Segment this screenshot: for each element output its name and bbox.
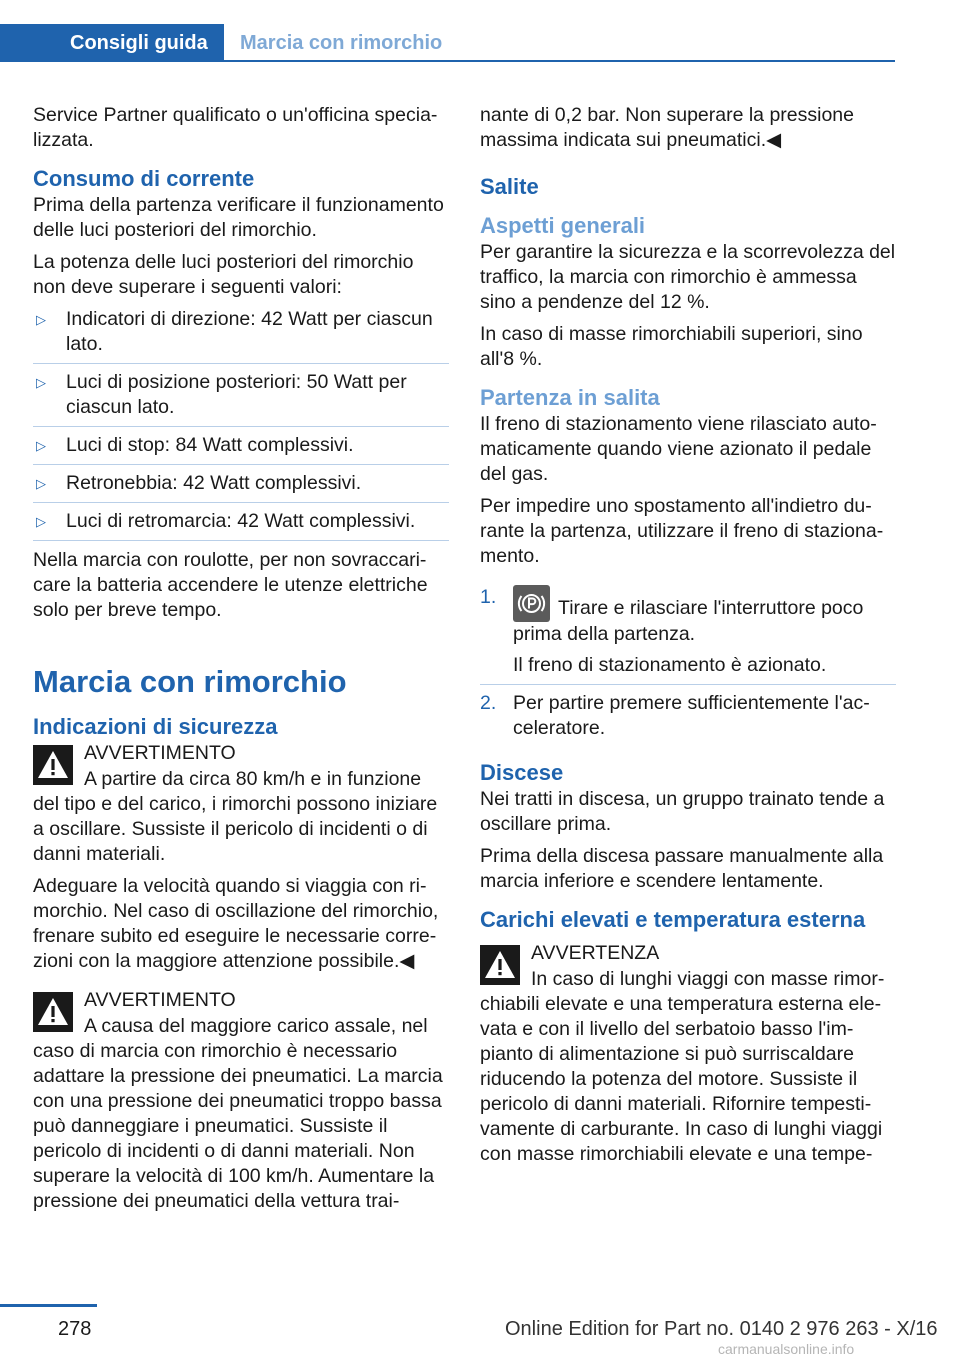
- left-column: [33, 103, 449, 1221]
- list-item: ▷ Indicatori di direzione: 42 Watt per ciascun lato.: [33, 307, 449, 364]
- list-item: [480, 585, 896, 685]
- discese-paragraph-2: Prima della discesa passare manualmente alla marcia inferiore e scendere lentamente.: [480, 845, 884, 892]
- bullet-triangle-icon: ▷: [36, 476, 46, 491]
- bullet-triangle-icon: ▷: [36, 438, 46, 453]
- partenza-heading: Partenza in salita: [480, 385, 660, 410]
- list-item: [480, 691, 896, 747]
- warning-text: A causa del maggiore carico assale, nel caso di marcia con rimorchio è necessario adattare la pressione dei pneumatici. La marcia con una pressione dei pneumatici troppo bassa può danneggiare i pneumatici. Sussiste il pericolo di incidenti o di danni materiali. Non superare la velocità di 100 km/h. Aumentare la pressione dei pneumatici della vettura trai-: [33, 1015, 443, 1212]
- warning-block-3: [480, 941, 896, 1167]
- bullet-triangle-icon: ▷: [36, 312, 46, 327]
- watermark: carmanualsonline.info: [718, 1341, 855, 1357]
- aspetti-paragraph-2: In caso di masse rimorchiabili superiori, sino all'8 %.: [480, 323, 863, 370]
- right-column: [480, 103, 896, 1174]
- partenza-paragraph-1: Il freno di stazionamento viene rilasciato auto-maticamente quando viene azionato il pedale del gas.: [480, 413, 877, 485]
- warning-triangle-icon: [33, 745, 73, 785]
- warning-block-1: [33, 741, 449, 974]
- warning-triangle-icon: [480, 945, 520, 985]
- consumo-paragraph-1: Prima della partenza verificare il funzionamento delle luci posteriori del rimorchio.: [33, 194, 444, 241]
- page-number: 278: [58, 1318, 92, 1340]
- step-text: Per partire premere sufficientemente l'ac-celeratore.: [513, 692, 870, 739]
- bullet-triangle-icon: ▷: [36, 514, 46, 529]
- discese-heading: Discese: [480, 760, 564, 785]
- steps-list: [480, 585, 896, 747]
- warning-label: AVVERTIMENTO: [84, 989, 236, 1011]
- roulotte-paragraph: Nella marcia con roulotte, per non sovraccari-care la batteria accendere le utenze elettriche solo per breve tempo.: [33, 549, 428, 621]
- discese-paragraph-1: Nei tratti in discesa, un gruppo trainato tende a oscillare prima.: [480, 788, 885, 835]
- warning-label: AVVERTIMENTO: [84, 742, 236, 764]
- list-item: ▷ Luci di stop: 84 Watt complessivi.: [33, 433, 449, 465]
- list-item: ▷ Retronebbia: 42 Watt complessivi.: [33, 471, 449, 503]
- subsection-tab: Marcia con rimorchio: [240, 32, 443, 54]
- step-number: 1.: [480, 586, 497, 608]
- warning-text: In caso di lunghi viaggi con masse rimor-chiabili elevate e una temperatura esterna ele-vata e con il livello del serbatoio basso l'im-pianto di alimentazione si può surriscaldare riducendo la potenza del motore. Sussiste il pericolo di danni materiali. Rifornire tempesti-vamente di carburante. In caso di lunghi viaggi con masse rimorchiabili elevate e una tempe-: [480, 968, 885, 1165]
- bullet-triangle-icon: ▷: [36, 375, 46, 390]
- carichi-heading: Carichi elevati e temperatura esterna: [480, 907, 866, 932]
- parking-brake-icon: [513, 585, 550, 622]
- warning-text-2: Adeguare la velocità quando si viaggia con ri-morchio. Nel caso di oscillazione del rimorchio, frenare subito ed eseguire le necessarie corre-zioni con la maggiore attenzione possibile.◀: [33, 875, 439, 972]
- power-limits-list: [33, 307, 449, 541]
- header-rule: [224, 60, 895, 62]
- step-text: Tirare e rilasciare l'interruttore poco prima della partenza.: [513, 597, 864, 645]
- list-item: ▷ Luci di retromarcia: 42 Watt complessivi.: [33, 509, 449, 541]
- footer-rule: [0, 1304, 97, 1307]
- edition-text: Online Edition for Part no. 0140 2 976 263 - X/16: [505, 1318, 938, 1340]
- warning-text: A partire da circa 80 km/h e in funzione del tipo e del carico, i rimorchi possono iniziare a oscillare. Sussiste il pericolo di incidenti o di danni materiali.: [33, 768, 438, 865]
- consumo-heading: Consumo di corrente: [33, 166, 255, 191]
- step-subtext: Il freno di stazionamento è azionato.: [513, 654, 827, 676]
- section-tab: Consigli guida: [0, 24, 224, 62]
- aspetti-paragraph-1: Per garantire la sicurezza e la scorrevolezza del traffico, la marcia con rimorchio è ammessa sino a pendenze del 12 %.: [480, 241, 896, 313]
- warning-label: AVVERTENZA: [531, 942, 660, 964]
- main-heading: Marcia con rimorchio: [33, 664, 347, 699]
- continued-paragraph: nante di 0,2 bar. Non superare la pressione massima indicata sui pneumatici.◀: [480, 104, 854, 151]
- sicurezza-heading: Indicazioni di sicurezza: [33, 714, 278, 739]
- consumo-paragraph-2: La potenza delle luci posteriori del rimorchio non deve superare i seguenti valori:: [33, 251, 414, 298]
- aspetti-heading: Aspetti generali: [480, 213, 646, 238]
- warning-triangle-icon: [33, 992, 73, 1032]
- salite-heading: Salite: [480, 174, 539, 199]
- warning-block-2: [33, 988, 449, 1214]
- list-item: ▷ Luci di posizione posteriori: 50 Watt per ciascun lato.: [33, 370, 449, 427]
- partenza-paragraph-2: Per impedire uno spostamento all'indietro du-rante la partenza, utilizzare il freno di staziona-mento.: [480, 495, 884, 567]
- step-number: 2.: [480, 692, 497, 714]
- page-header: [0, 24, 895, 62]
- intro-paragraph: Service Partner qualificato o un'officina specia-lizzata.: [33, 104, 438, 151]
